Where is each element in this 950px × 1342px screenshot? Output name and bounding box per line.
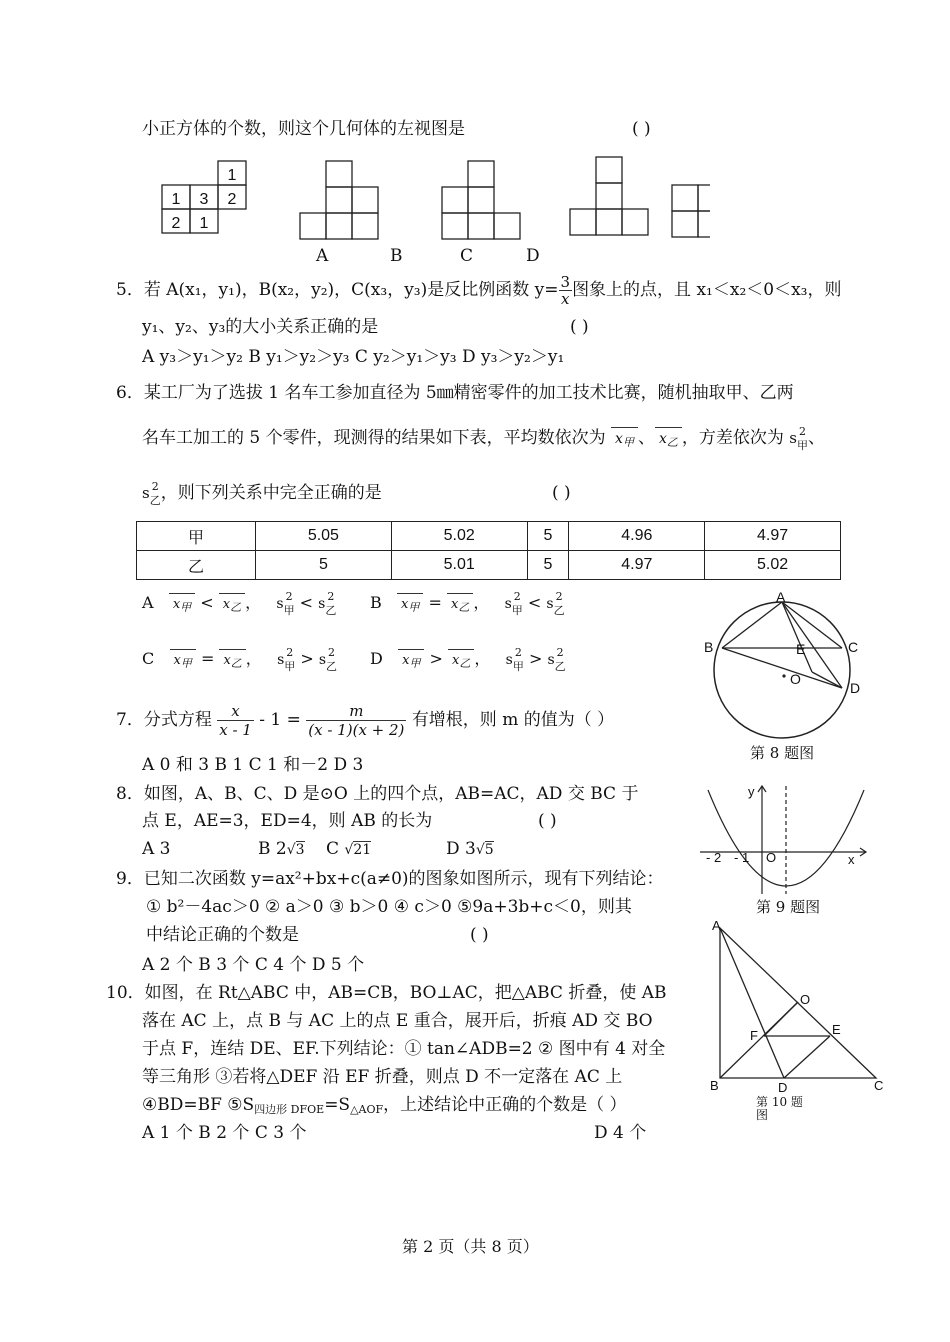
q10-line5: ④BD=BF $⑤S_{四边形 DFOE}=S_{\triangle AOF}$，上述结论中正确的个数是（ ）	[142, 1095, 627, 1116]
q6-answer-paren: ( )	[552, 483, 571, 503]
q10-line3: 于点 F，连结 DE、EF.下列结论：① tan∠ADB=2 ② 图中有 4 对全	[142, 1039, 666, 1059]
q4-option-a-figure	[300, 161, 378, 239]
q4-answer-paren: ( )	[632, 119, 651, 139]
q10-line1: 10．如图，在 Rt△ABC 中，AB=CB，BO⊥AC，把△ABC 折叠，使 AB	[106, 983, 667, 1003]
q9-line2: ① b²－4ac＞0 ② a＞0 ③ b＞0 ④ c＞0 ⑤9a+3b+c＜0，则其	[146, 897, 632, 917]
q6-option-b: B $x_甲 = x_乙$ ， s 2 甲 < s 2 乙	[370, 590, 565, 617]
fig10-triangle-diagram	[706, 916, 896, 1096]
q6-line2b: ，方差依次为	[681, 428, 784, 448]
q4-option-b-label: B	[390, 246, 403, 266]
table-cell: 5.05	[256, 522, 392, 551]
axis-label: O	[766, 850, 777, 865]
q8-option-b: B 2√3	[258, 839, 305, 859]
q5-frac-num: 3	[560, 273, 571, 291]
sep: 、	[807, 428, 825, 448]
table-cell: 5.02	[391, 522, 527, 551]
q4-option-d-label: D	[526, 246, 540, 266]
point-label: E	[832, 1022, 841, 1037]
q7-options: A 0 和 3 B 1 C 1 和－2 D 3	[142, 755, 364, 775]
axis-label: x	[848, 852, 855, 867]
q9-line3: 中结论正确的个数是	[146, 925, 299, 945]
q6-line2	[142, 425, 825, 454]
point-label: A	[776, 589, 786, 605]
table-row	[137, 522, 841, 551]
q8-option-c: C √21	[326, 839, 372, 859]
sep: 、	[637, 428, 655, 448]
grid-num: 1	[199, 215, 209, 232]
table-cell: 4.97	[569, 551, 705, 580]
q6-option-c: C $x_甲 = x_乙$ ， s 2 甲 > s 2 乙	[142, 646, 338, 673]
q5-options: A y₃＞y₁＞y₂ B y₁＞y₂＞y₃ C y₂＞y₁＞y₃ D y₃＞y₂＞y₁	[142, 347, 565, 367]
table-cell: 5	[527, 551, 569, 580]
q6-option-a: A $x_甲 < x_乙$ ， s 2 甲 < s 2 乙	[142, 590, 337, 617]
mean-jia: $x_甲$	[611, 427, 638, 454]
q8-line2: 点 E，AE=3，ED=4，则 AB 的长为	[142, 811, 433, 831]
q6-data-table	[136, 521, 841, 580]
table-cell: 5.02	[705, 551, 841, 580]
point-label: F	[750, 1028, 758, 1043]
table-cell: 5	[256, 551, 392, 580]
fig8-circle-diagram	[700, 588, 870, 763]
q6-line2a: 名车工加工的 5 个零件，现测得的结果如下表，平均数依次为	[142, 428, 606, 448]
point-label: C	[848, 639, 859, 655]
q8-line1: 8．如图，A、B、C、D 是⊙O 上的四个点，AB=AC，AD 交 BC 于	[116, 784, 639, 804]
table-cell: 4.96	[569, 522, 705, 551]
grid-num: 1	[227, 167, 237, 184]
tick-label: - 2	[706, 850, 722, 865]
q10-line2: 落在 AC 上，点 B 与 AC 上的点 E 重合，展开后，折痕 AD 交 BO	[142, 1011, 653, 1031]
point-label: C	[874, 1078, 884, 1093]
q10-line4: 等三角形 ③若将△DEF 沿 EF 折叠，则点 D 不一定落在 AC 上	[142, 1067, 623, 1087]
grid-num: 2	[227, 191, 237, 208]
q8-answer-paren: ( )	[538, 811, 557, 831]
q5-answer-paren: ( )	[570, 317, 589, 337]
table-cell: 5	[527, 522, 569, 551]
axis-label: y	[748, 784, 755, 799]
q4-option-a-label: A	[316, 246, 329, 266]
grid-num: 3	[199, 191, 209, 208]
q6-line3	[142, 480, 382, 508]
mean-yi: $x_乙$	[655, 427, 682, 454]
point-label: D	[850, 680, 861, 696]
q4-figures	[150, 155, 710, 265]
grid-num: 2	[171, 215, 181, 232]
tick-label: - 1	[734, 850, 750, 865]
q6-line1: 6．某工厂为了选拔 1 名车工参加直径为 5㎜精密零件的加工技术比赛，随机抽取甲、乙两	[116, 383, 794, 403]
q9-answer-paren: ( )	[470, 925, 489, 945]
q4-option-c-label: C	[460, 246, 474, 266]
page-footer: 第 2 页（共 8 页）	[402, 1237, 539, 1256]
q5-line1	[116, 274, 842, 307]
point-label: O	[790, 671, 801, 687]
fig8-caption: 第 8 题图	[750, 744, 815, 762]
point-label: O	[800, 992, 811, 1007]
point-label: E	[796, 641, 806, 657]
q6-line3-text: ，则下列关系中完全正确的是	[160, 483, 382, 503]
table-cell: 乙	[137, 551, 256, 580]
q8-option-a: A 3	[142, 839, 171, 859]
q5-frac-den: x	[561, 290, 570, 308]
q5-line2: y₁、y₂、y₃的大小关系正确的是	[142, 317, 379, 337]
point-label: D	[778, 1080, 788, 1095]
point-label: A	[712, 918, 721, 933]
fig9-caption: 第 9 题图	[756, 898, 821, 916]
q5-fraction	[559, 274, 573, 307]
q7-line: 7．分式方程 $\frac{x}{x - 1}$ - 1 = $\frac{m}{(x - 1)(x + 2)}$ 有增根，则 m 的值为（ ）	[116, 702, 615, 739]
table-row	[137, 551, 841, 580]
var-yi: s 2 乙	[142, 480, 161, 507]
fig10-caption: 第 10 题 图	[756, 1095, 803, 1122]
q4-option-c-figure	[570, 157, 648, 235]
point-label: B	[710, 1078, 719, 1093]
grid-num: 1	[171, 191, 181, 208]
q9-line1: 9．已知二次函数 y=ax²+bx+c(a≠0)的图象如图所示，现有下列结论：	[116, 869, 664, 889]
table-cell: 5.01	[391, 551, 527, 580]
q5-text2: 图象上的点，且 x₁＜x₂＜0＜x₃，则	[572, 280, 842, 300]
q10-options-abc: A 1 个 B 2 个 C 3 个	[142, 1123, 307, 1143]
point-label: B	[704, 639, 714, 655]
q4-option-d-figure	[672, 185, 710, 237]
var-jia: s 2 甲	[789, 425, 808, 452]
fig9-parabola-graph	[698, 782, 873, 900]
table-cell: 甲	[137, 522, 256, 551]
q9-options: A 2 个 B 3 个 C 4 个 D 5 个	[142, 955, 365, 975]
q5-text: 5．若 A(x₁，y₁)，B(x₂，y₂)，C(x₃，y₃)是反比例函数 y=	[116, 280, 559, 300]
q4-text: 小正方体的个数，则这个几何体的左视图是	[142, 119, 465, 139]
q8-option-d: D 3√5	[446, 839, 494, 859]
table-cell: 4.97	[705, 522, 841, 551]
q10-option-d: D 4 个	[594, 1123, 647, 1143]
q6-option-d: D $x_甲 > x_乙$ ， s 2 甲 > s 2 乙	[370, 646, 566, 673]
q4-option-b-figure	[442, 161, 520, 239]
